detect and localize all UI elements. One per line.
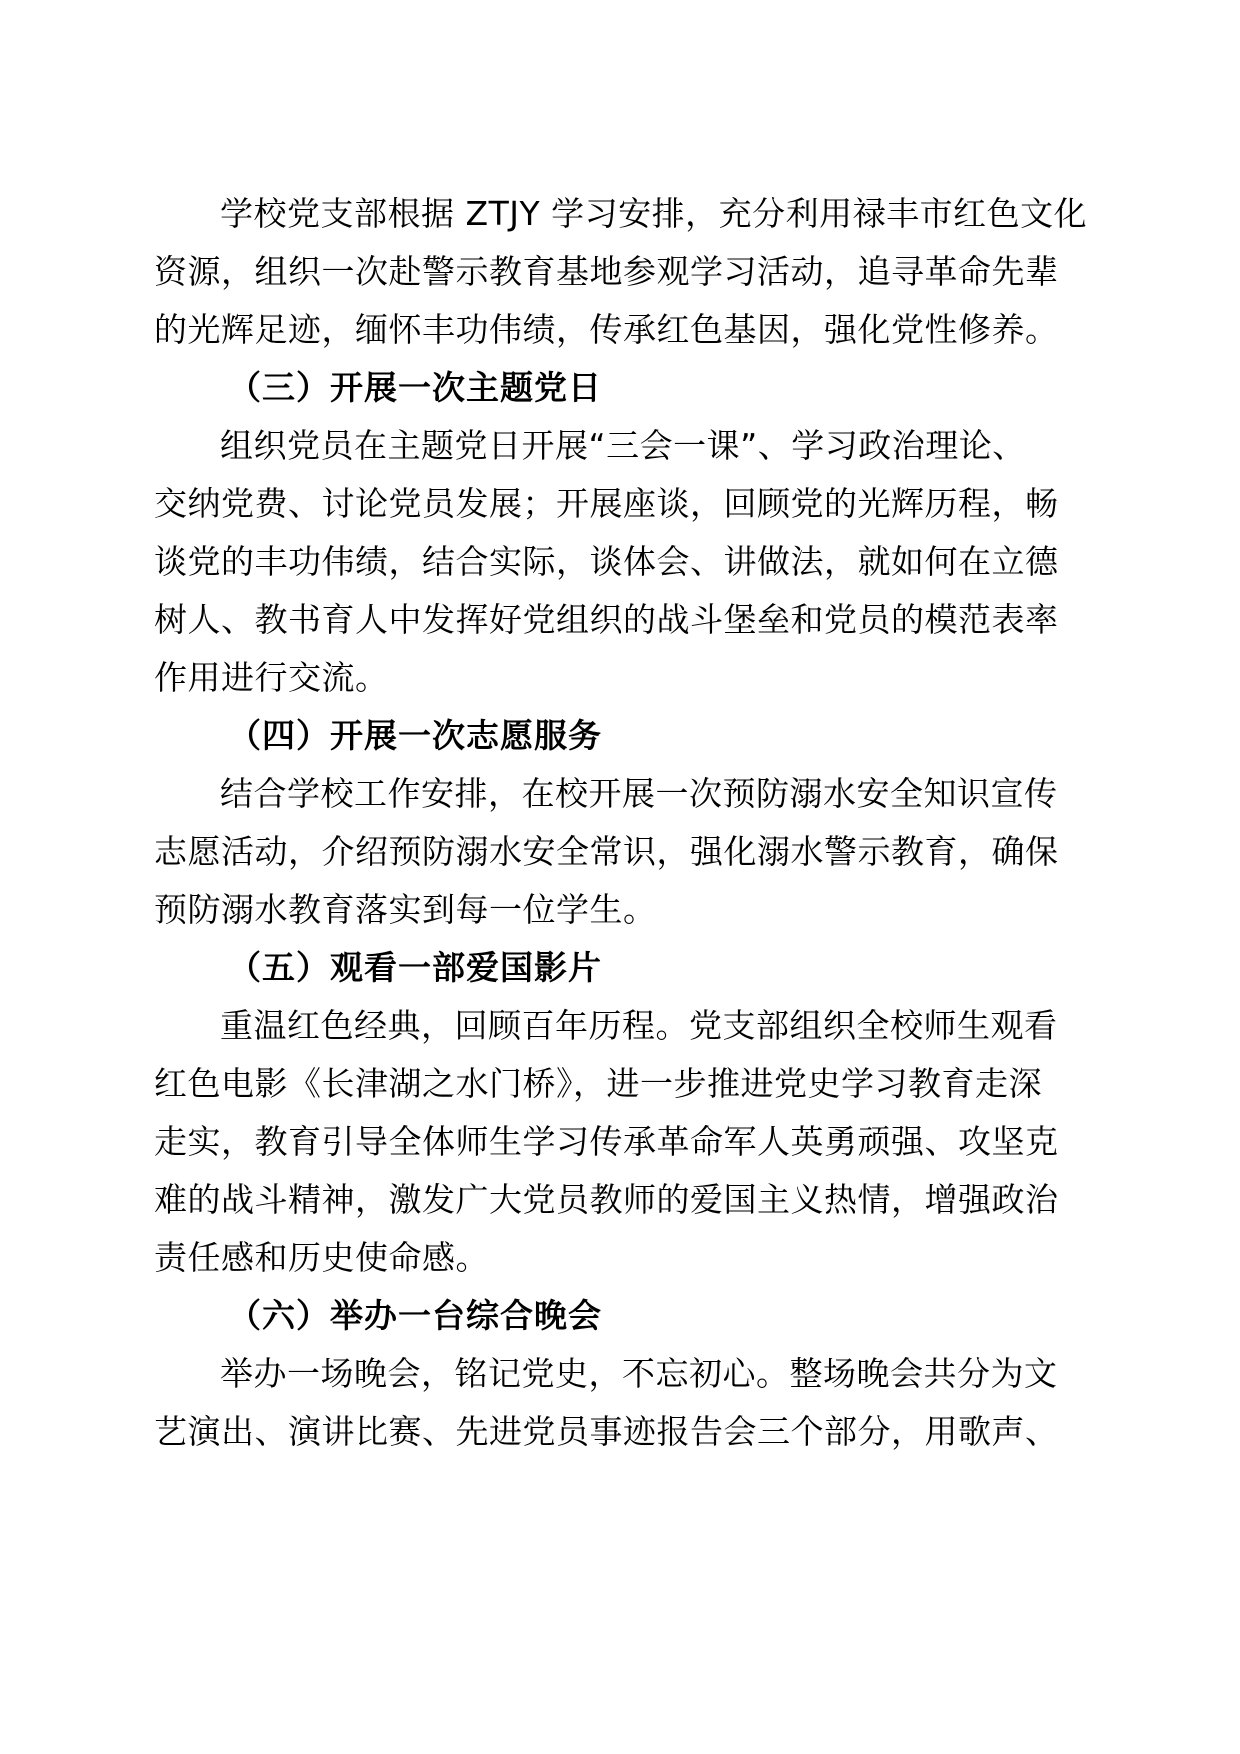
paragraph-line: 资源，组织一次赴警示教育基地参观学习活动，追寻革命先辈: [154, 252, 1059, 291]
section-heading-3: （三）开展一次主题党日: [228, 368, 602, 407]
paragraph-intro: [154, 185, 1088, 359]
section-heading-5: （五）观看一部爱国影片: [228, 948, 602, 987]
paragraph-line: 的光辉足迹，缅怀丰功伟绩，传承红色基因，强化党性修养。: [154, 310, 1059, 349]
paragraph-line: 交纳党费、讨论党员发展；开展座谈，回顾党的光辉历程，畅: [154, 484, 1059, 523]
paragraph-line: 艺演出、演讲比赛、先进党员事迹报告会三个部分，用歌声、: [154, 1412, 1059, 1451]
paragraph-line: 结合学校工作安排，在校开展一次预防溺水安全知识宣传: [220, 774, 1058, 813]
paragraph-section-3: [154, 417, 1070, 707]
paragraph-section-4: [154, 765, 1070, 939]
paragraph-line: 难的战斗精神，激发广大党员教师的爱国主义热情，增强政治: [154, 1180, 1059, 1219]
paragraph-line: 谈党的丰功伟绩，结合实际，谈体会、讲做法，就如何在立德: [154, 542, 1059, 581]
section-heading-6: （六）举办一台综合晚会: [228, 1296, 602, 1335]
paragraph-line: 组织党员在主题党日开展“三会一课”、学习政治理论、: [220, 426, 1026, 465]
paragraph-line: 学校党支部根据 ZTJY 学习安排，充分利用禄丰市红色文化: [220, 194, 1088, 233]
paragraph-line: 志愿活动，介绍预防溺水安全常识，强化溺水警示教育，确保: [154, 832, 1059, 871]
paragraph-section-5: [154, 997, 1070, 1287]
paragraph-line: 红色电影《长津湖之水门桥》，进一步推进党史学习教育走深: [154, 1064, 1042, 1103]
paragraph-line: 责任感和历史使命感。: [154, 1238, 489, 1277]
paragraph-section-6: [154, 1345, 1070, 1461]
document-page: [154, 185, 1088, 1461]
paragraph-line: 举办一场晚会，铭记党史，不忘初心。整场晚会共分为文: [220, 1354, 1058, 1393]
paragraph-line: 树人、教书育人中发挥好党组织的战斗堡垒和党员的模范表率: [154, 600, 1059, 639]
paragraph-line: 作用进行交流。: [154, 658, 389, 697]
paragraph-line: 预防溺水教育落实到每一位学生。: [154, 890, 657, 929]
section-heading-4: （四）开展一次志愿服务: [228, 716, 602, 755]
paragraph-line: 走实，教育引导全体师生学习传承革命军人英勇顽强、攻坚克: [154, 1122, 1059, 1161]
paragraph-line: 重温红色经典，回顾百年历程。党支部组织全校师生观看: [220, 1006, 1058, 1045]
